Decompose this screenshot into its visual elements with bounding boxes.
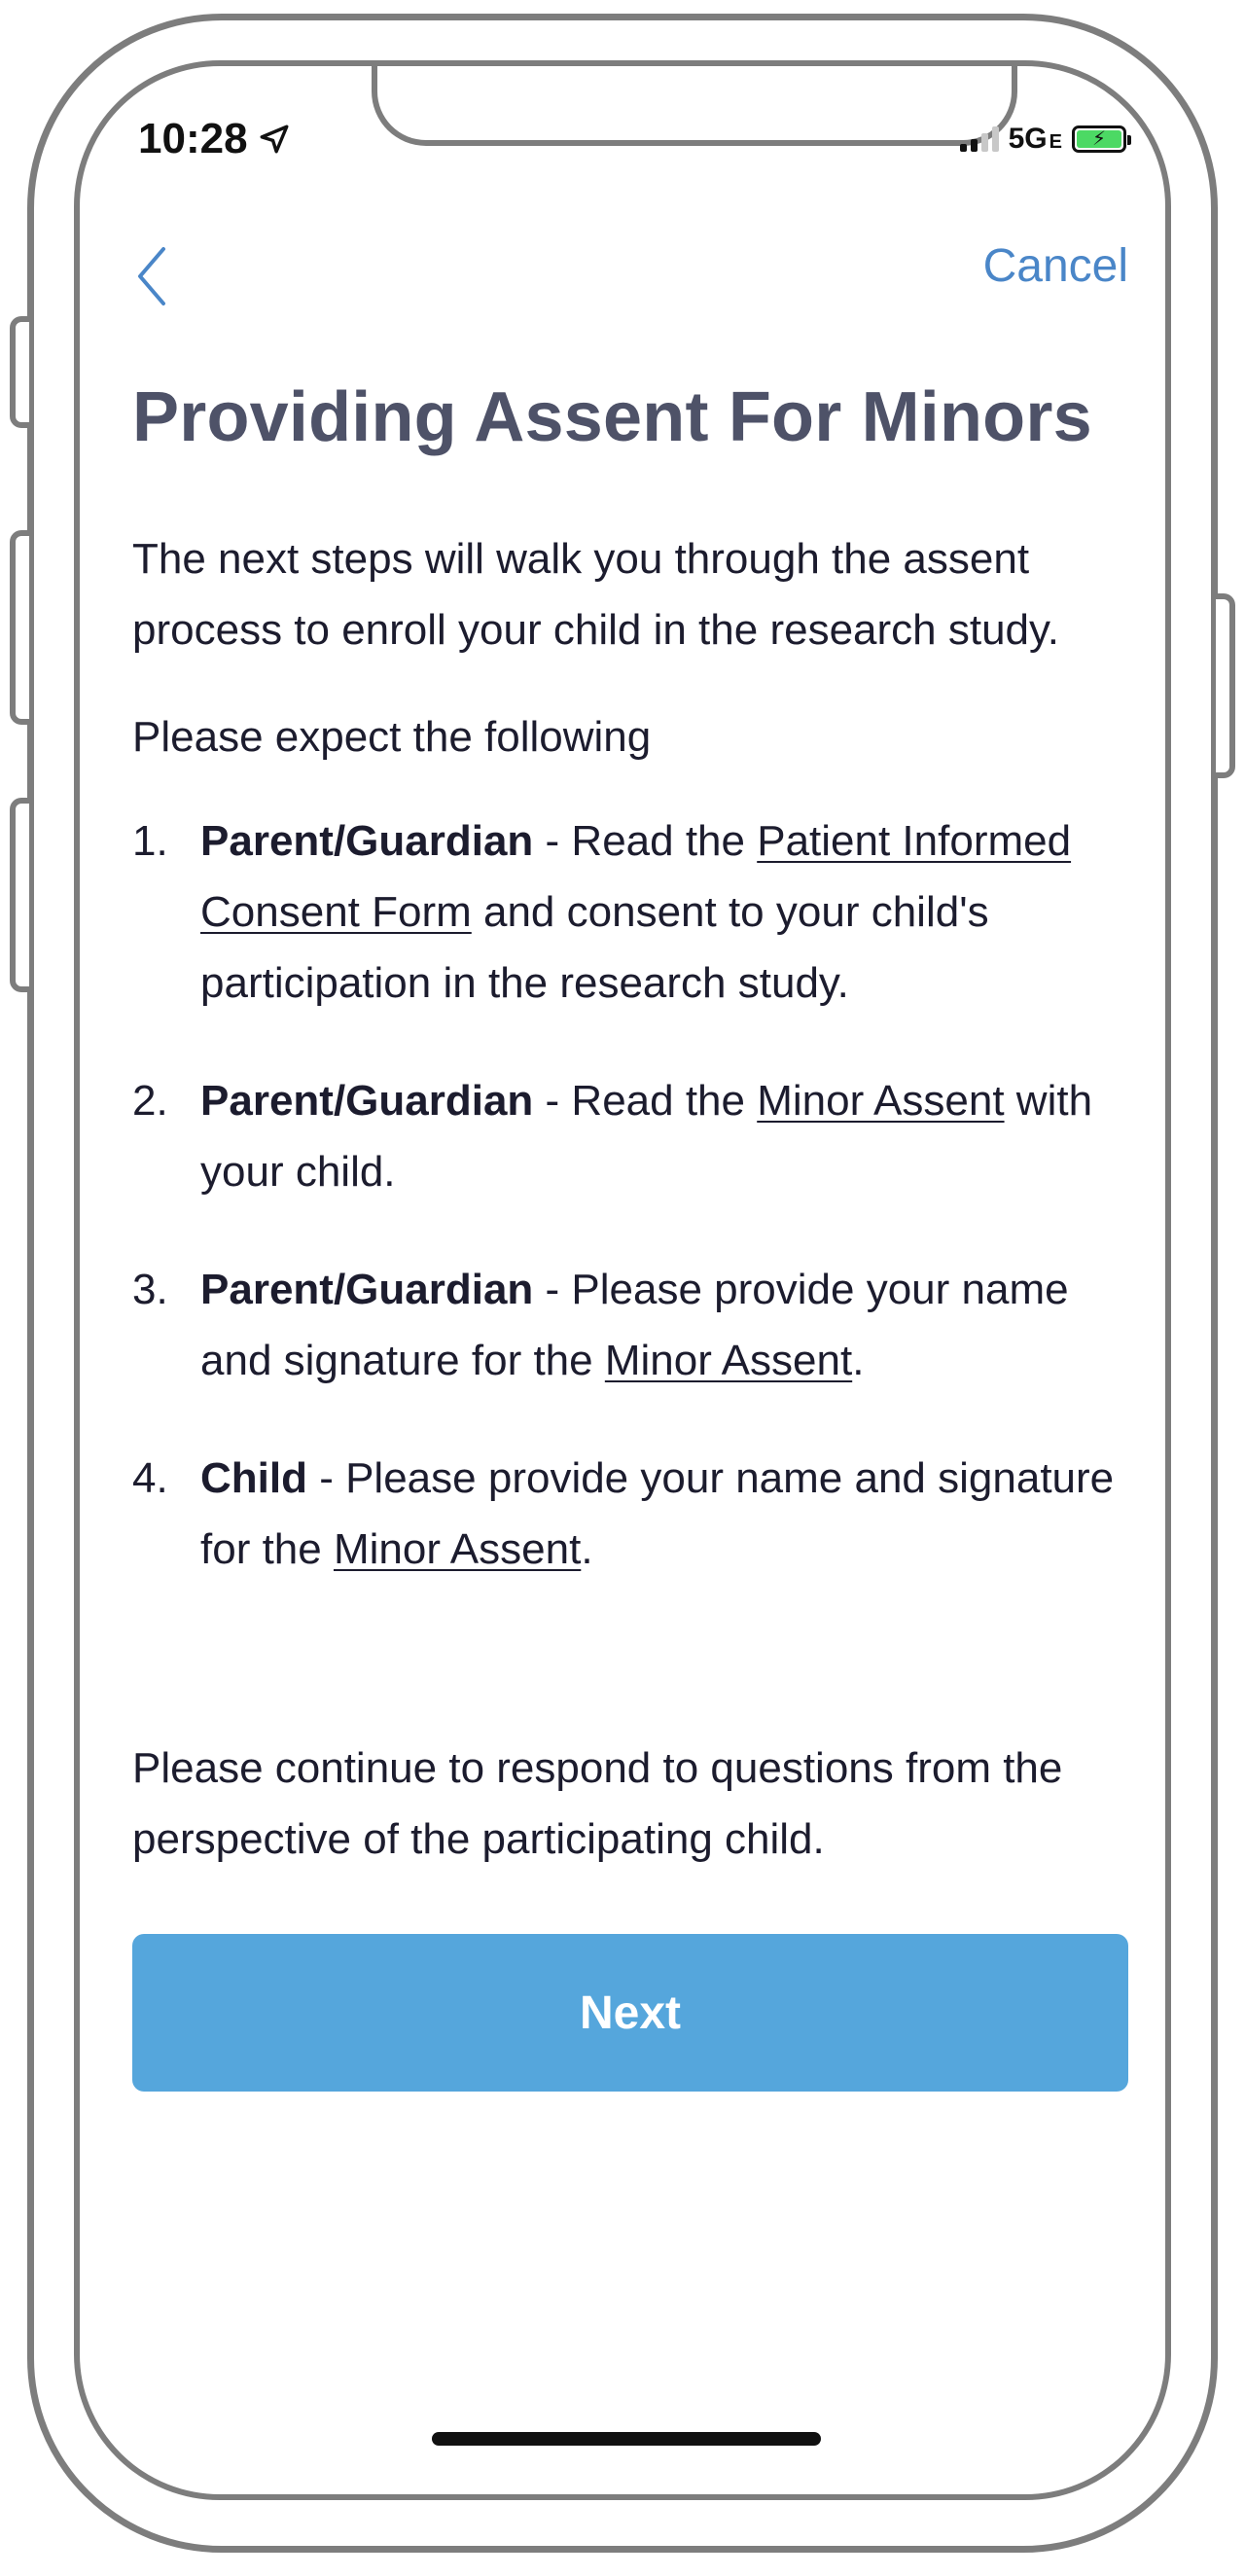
notch	[372, 60, 1017, 146]
step-text: and consent to your child's participation in the research study.	[200, 888, 989, 1007]
step-text: - Please provide your name and signature for the	[200, 1454, 1115, 1573]
minor-assent-link[interactable]: Minor Assent	[604, 1337, 853, 1384]
location-arrow-icon	[258, 123, 291, 156]
network-suffix: E	[1049, 131, 1062, 153]
step-role: Parent/Guardian	[200, 817, 534, 865]
volume-up-button	[10, 530, 29, 725]
step-number: 2.	[132, 1077, 168, 1125]
step-role: Parent/Guardian	[200, 1077, 534, 1125]
volume-down-button	[10, 798, 29, 992]
step-number: 3.	[132, 1266, 168, 1313]
network-type	[1009, 123, 1062, 156]
battery-icon	[1072, 125, 1126, 153]
home-indicator[interactable]	[432, 2432, 821, 2446]
consent-form-link[interactable]: Patient Informed Consent Form	[200, 817, 1072, 936]
step-item	[132, 1443, 1128, 1585]
cellular-signal-icon	[960, 126, 999, 152]
minor-assent-link[interactable]: Minor Assent	[757, 1077, 1005, 1125]
step-role: Child	[200, 1454, 307, 1502]
cancel-button[interactable]: Cancel	[982, 240, 1128, 292]
step-text: .	[852, 1337, 865, 1384]
back-button[interactable]	[123, 237, 181, 315]
battery-charging-icon: ⚡	[1077, 130, 1121, 148]
closing-text: Please continue to respond to questions from the perspective of the participating child.	[132, 1744, 1063, 1863]
status-indicators	[960, 123, 1126, 156]
step-text: - Read the	[533, 1077, 758, 1125]
step-item	[132, 1065, 1128, 1207]
chevron-left-icon	[134, 245, 169, 307]
step-item	[132, 805, 1128, 1019]
step-item	[132, 1254, 1128, 1396]
network-label: 5G	[1008, 123, 1048, 155]
power-button	[1216, 593, 1235, 778]
step-text: with your child.	[200, 1077, 1093, 1196]
step-text: - Please provide your name and signature for the	[200, 1266, 1069, 1384]
status-time	[138, 115, 291, 163]
silent-switch	[10, 316, 29, 428]
page-title: Providing Assent For Minors	[132, 378, 1092, 456]
intro-text: The next steps will walk you through the assent process to enroll your child in the research study.	[132, 535, 1059, 654]
phone-screen	[74, 60, 1171, 2500]
step-number: 4.	[132, 1454, 168, 1502]
next-button[interactable]: Next	[132, 1934, 1128, 2092]
status-time-text: 10:28	[138, 115, 248, 162]
expect-label: Please expect the following	[132, 713, 652, 761]
step-number: 1.	[132, 817, 168, 865]
step-role: Parent/Guardian	[200, 1266, 534, 1313]
step-text: .	[581, 1525, 593, 1573]
steps-list	[132, 805, 1128, 1631]
step-text: - Read the	[533, 817, 758, 865]
minor-assent-link[interactable]: Minor Assent	[333, 1525, 582, 1573]
